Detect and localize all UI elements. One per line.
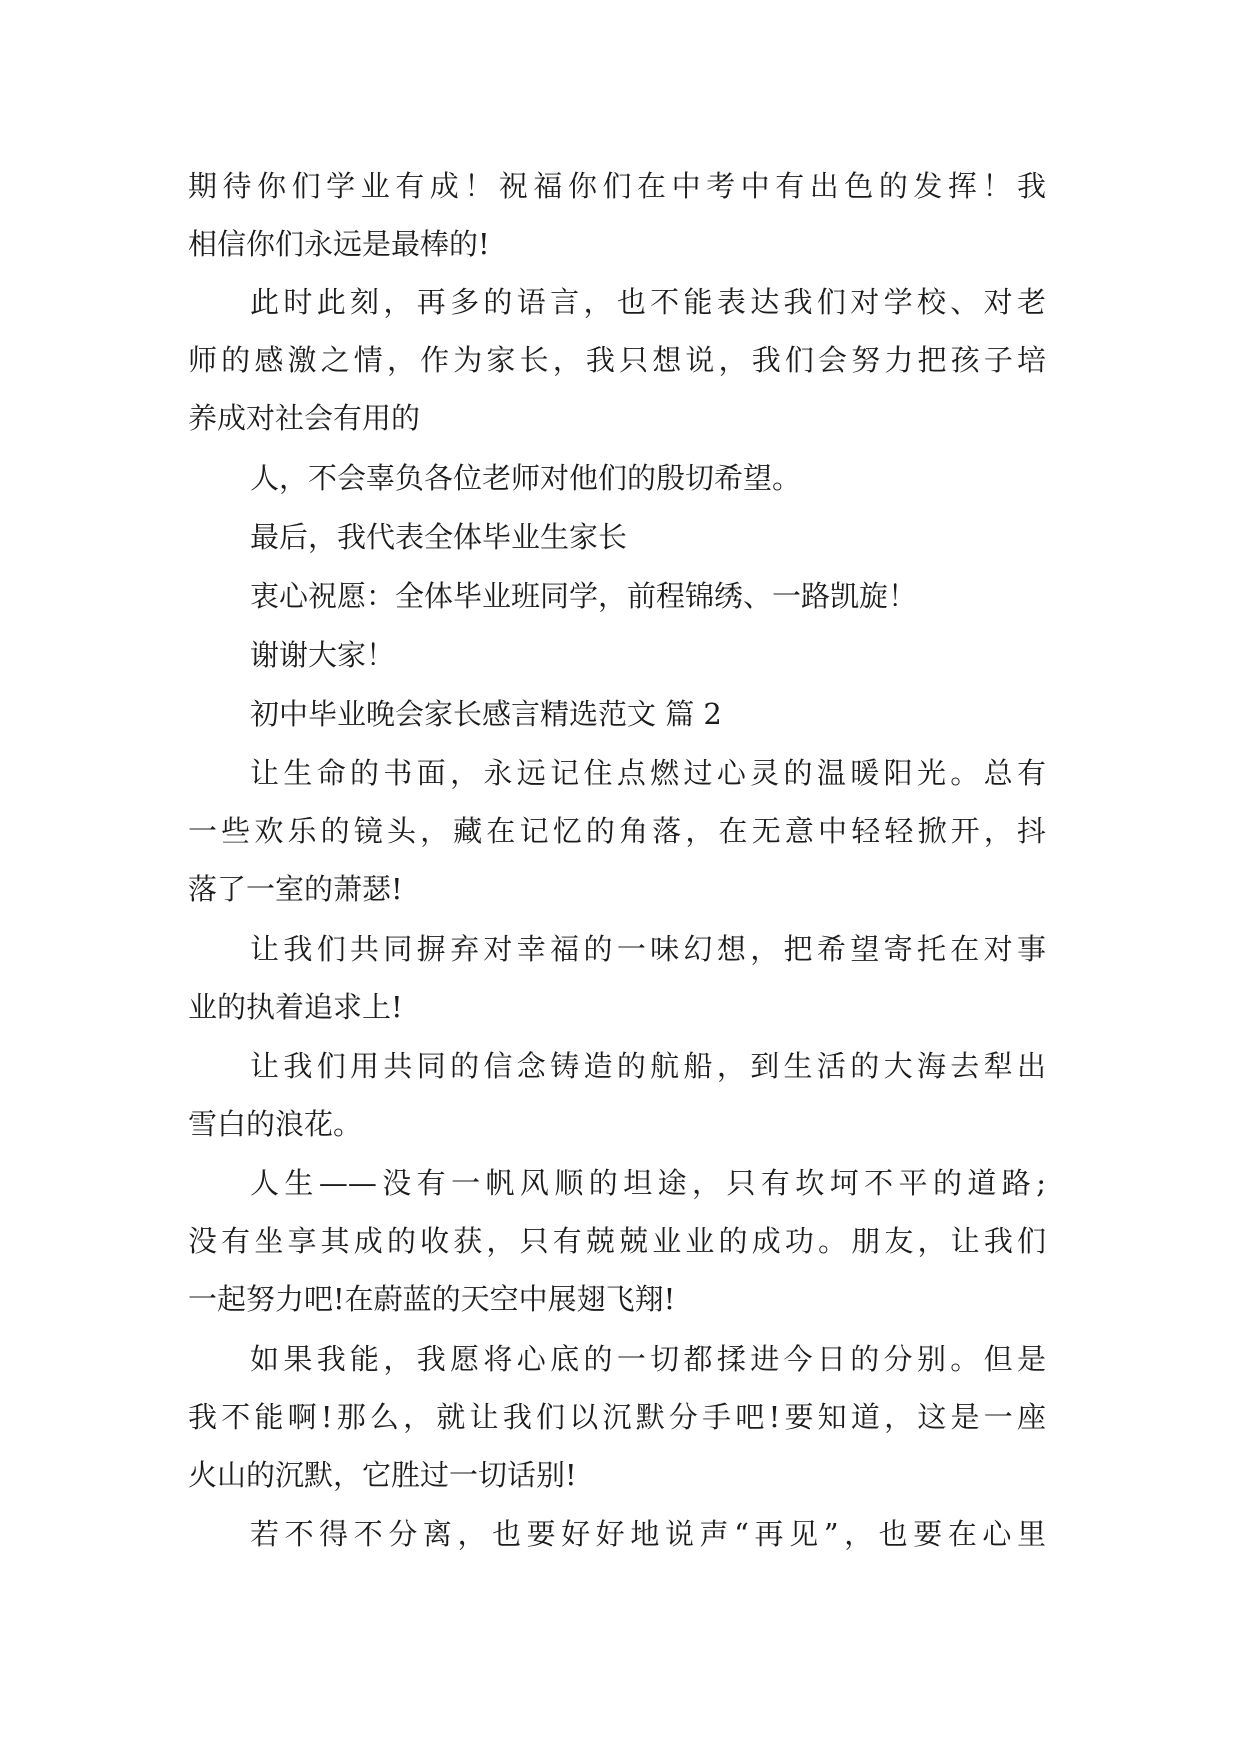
paragraph-line: 期待你们学业有成！祝福你们在中考中有出色的发挥！我: [188, 169, 1046, 203]
paragraph-line: 若不得不分离，也要好好地说声“再见”，也要在心里: [250, 1517, 1046, 1551]
paragraph-line: 最后，我代表全体毕业生家长: [250, 520, 628, 554]
paragraph-line: 人，不会辜负各位老师对他们的殷切希望。: [250, 461, 802, 495]
paragraph-line: 养成对社会有用的: [188, 401, 421, 435]
paragraph-line: 如果我能，我愿将心底的一切都揉进今日的分别。但是: [250, 1342, 1046, 1376]
paragraph-line: 落了一室的萧瑟!: [188, 872, 403, 906]
paragraph-line: 让生命的书面，永远记住点燃过心灵的温暖阳光。总有: [250, 756, 1046, 790]
paragraph-line: 相信你们永远是最棒的!: [188, 227, 490, 261]
paragraph-line: 一起努力吧!在蔚蓝的天空中展翅飞翔!: [188, 1282, 676, 1316]
paragraph-line: 一些欢乐的镜头，藏在记忆的角落，在无意中轻轻掀开，抖: [188, 814, 1046, 848]
paragraph-line: 此时此刻，再多的语言，也不能表达我们对学校、对老: [250, 285, 1046, 319]
paragraph-line: 雪白的浪花。: [188, 1107, 363, 1141]
paragraph-line: 让我们共同摒弃对幸福的一味幻想，把希望寄托在对事: [250, 932, 1046, 966]
paragraph-line: 业的执着追求上!: [188, 990, 403, 1024]
section-heading: 初中毕业晚会家长感言精选范文 篇 2: [250, 697, 722, 731]
paragraph-line: 人生——没有一帆风顺的坦途，只有坎坷不平的道路;: [250, 1166, 1046, 1200]
paragraph-line: 火山的沉默，它胜过一切话别!: [188, 1458, 577, 1492]
paragraph-line: 师的感激之情，作为家长，我只想说，我们会努力把孩子培: [188, 343, 1046, 377]
paragraph-line: 没有坐享其成的收获，只有兢兢业业的成功。朋友，让我们: [188, 1224, 1046, 1258]
paragraph-line: 谢谢大家！: [250, 638, 396, 672]
paragraph-line: 衷心祝愿：全体毕业班同学，前程锦绣、一路凯旋！: [250, 579, 918, 613]
paragraph-line: 让我们用共同的信念铸造的航船，到生活的大海去犁出: [250, 1049, 1046, 1083]
paragraph-line: 我不能啊!那么，就让我们以沉默分手吧!要知道，这是一座: [188, 1400, 1046, 1434]
